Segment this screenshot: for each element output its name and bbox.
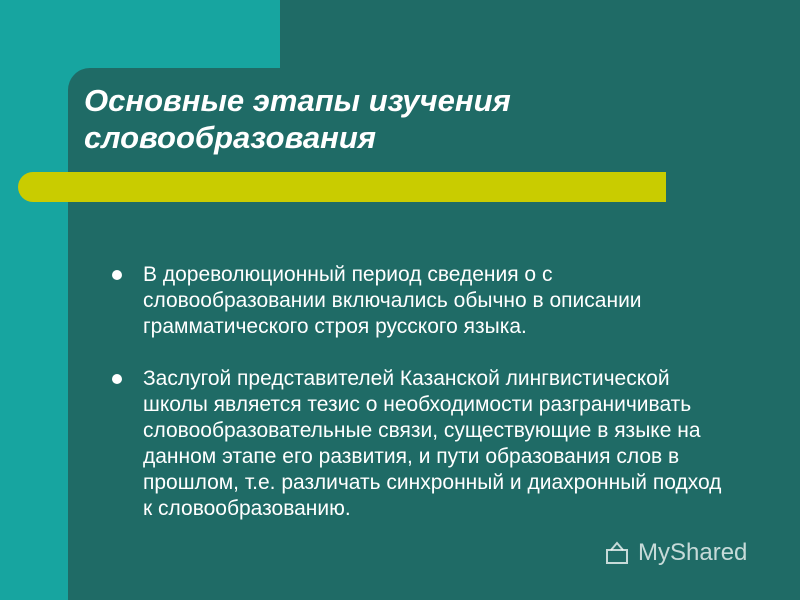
bullet-item	[110, 262, 730, 340]
bullet-text: В дореволюционный период сведения о с словообразовании включались обычно в описании грамматического строя русского языка.	[143, 263, 642, 338]
myshared-logo-icon	[604, 540, 630, 566]
bullet-item	[110, 366, 730, 522]
top-color-band	[0, 0, 800, 68]
watermark-text: MyShared	[638, 539, 748, 566]
title-accent-bar	[18, 172, 666, 202]
watermark	[604, 538, 747, 568]
slide-title: Основные этапы изучения словообразования	[84, 83, 511, 155]
bullet-icon	[112, 374, 122, 384]
bullet-list	[110, 262, 730, 548]
bullet-text: Заслугой представителей Казанской лингвистической школы является тезис о необходимости разграничивать словообразовательные связи, существующие в языке на данном этапе его развития, и пути образования слов в прошлом, т.е. различать синхронный и диахронный подход к словообразованию.	[143, 367, 722, 520]
bullet-icon	[112, 270, 122, 280]
